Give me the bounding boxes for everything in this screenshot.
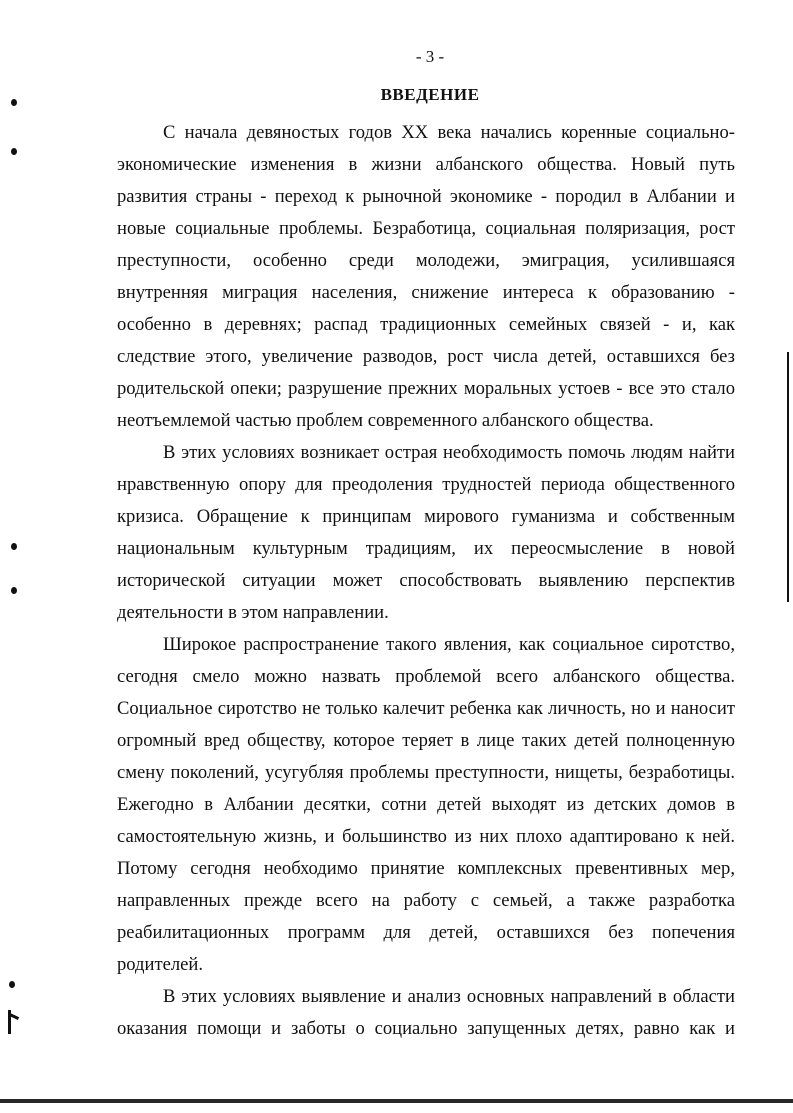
text-line: экономические изменения в жизни албанского общества. Новый путь	[117, 154, 735, 175]
text-line: сегодня смело можно назвать проблемой всего албанского общества.	[117, 666, 735, 687]
text-line: смену поколений, усугубляя проблемы преступности, нищеты, безработицы.	[117, 762, 735, 783]
text-line: оказания помощи и заботы о социально запущенных детях, равно как и	[117, 1018, 735, 1039]
text-line: направленных прежде всего на работу с семьей, а также разработка	[117, 890, 735, 911]
right-edge-line	[787, 352, 789, 602]
bottom-edge-line	[0, 1099, 793, 1103]
text-line: кризиса. Обращение к принципам мирового гуманизма и собственным	[117, 506, 735, 527]
text-line: развития страны - переход к рыночной экономике - породил в Албании и	[117, 186, 735, 207]
text-line: самостоятельную жизнь, и большинство из них плохо адаптировано к ней.	[117, 826, 735, 847]
text-line: С начала девяностых годов XX века начались коренные социально-	[163, 122, 735, 143]
text-line: родителей.	[117, 954, 203, 975]
text-line: огромный вред обществу, которое теряет в лице таких детей полноценную	[117, 730, 735, 751]
binding-hole-mark	[11, 148, 17, 155]
text-line: национальным культурным традициям, их переосмысление в новой	[117, 538, 735, 559]
binding-hole-mark	[11, 99, 17, 106]
text-line: родительской опеки; разрушение прежних моральных устоев - все это стало	[117, 378, 735, 399]
text-line: следствие этого, увеличение разводов, рост числа детей, оставшихся без	[117, 346, 735, 367]
binding-hole-mark	[11, 587, 17, 594]
text-line: В этих условиях возникает острая необходимость помочь людям найти	[163, 442, 735, 463]
text-line: преступности, особенно среди молодежи, эмиграция, усилившаяся	[117, 250, 735, 271]
text-line: новые социальные проблемы. Безработица, социальная поляризация, рост	[117, 218, 735, 239]
text-line: нравственную опору для преодоления трудностей периода общественного	[117, 474, 735, 495]
text-line: Ежегодно в Албании десятки, сотни детей выходят из детских домов в	[117, 794, 735, 815]
section-heading: ВВЕДЕНИЕ	[380, 85, 480, 104]
page-number: - 3 -	[415, 47, 445, 66]
text-line: Широкое распространение такого явления, как социальное сиротство,	[163, 634, 735, 655]
text-line: Социальное сиротство не только калечит ребенка как личность, но и наносит	[117, 698, 735, 719]
text-line: неотъемлемой частью проблем современного албанского общества.	[117, 410, 654, 431]
text-line: реабилитационных программ для детей, оставшихся без попечения	[117, 922, 735, 943]
text-line: внутренняя миграция населения, снижение интереса к образованию -	[117, 282, 735, 303]
text-line: Потому сегодня необходимо принятие комплексных превентивных мер,	[117, 858, 735, 879]
text-line: особенно в деревнях; распад традиционных семейных связей - и, как	[117, 314, 735, 335]
text-line: исторической ситуации может способствовать выявлению перспектив	[117, 570, 735, 591]
binding-hole-mark	[9, 981, 15, 988]
text-line: В этих условиях выявление и анализ основных направлений в области	[163, 986, 735, 1007]
binding-hole-mark	[11, 543, 17, 550]
text-line: деятельности в этом направлении.	[117, 602, 389, 623]
